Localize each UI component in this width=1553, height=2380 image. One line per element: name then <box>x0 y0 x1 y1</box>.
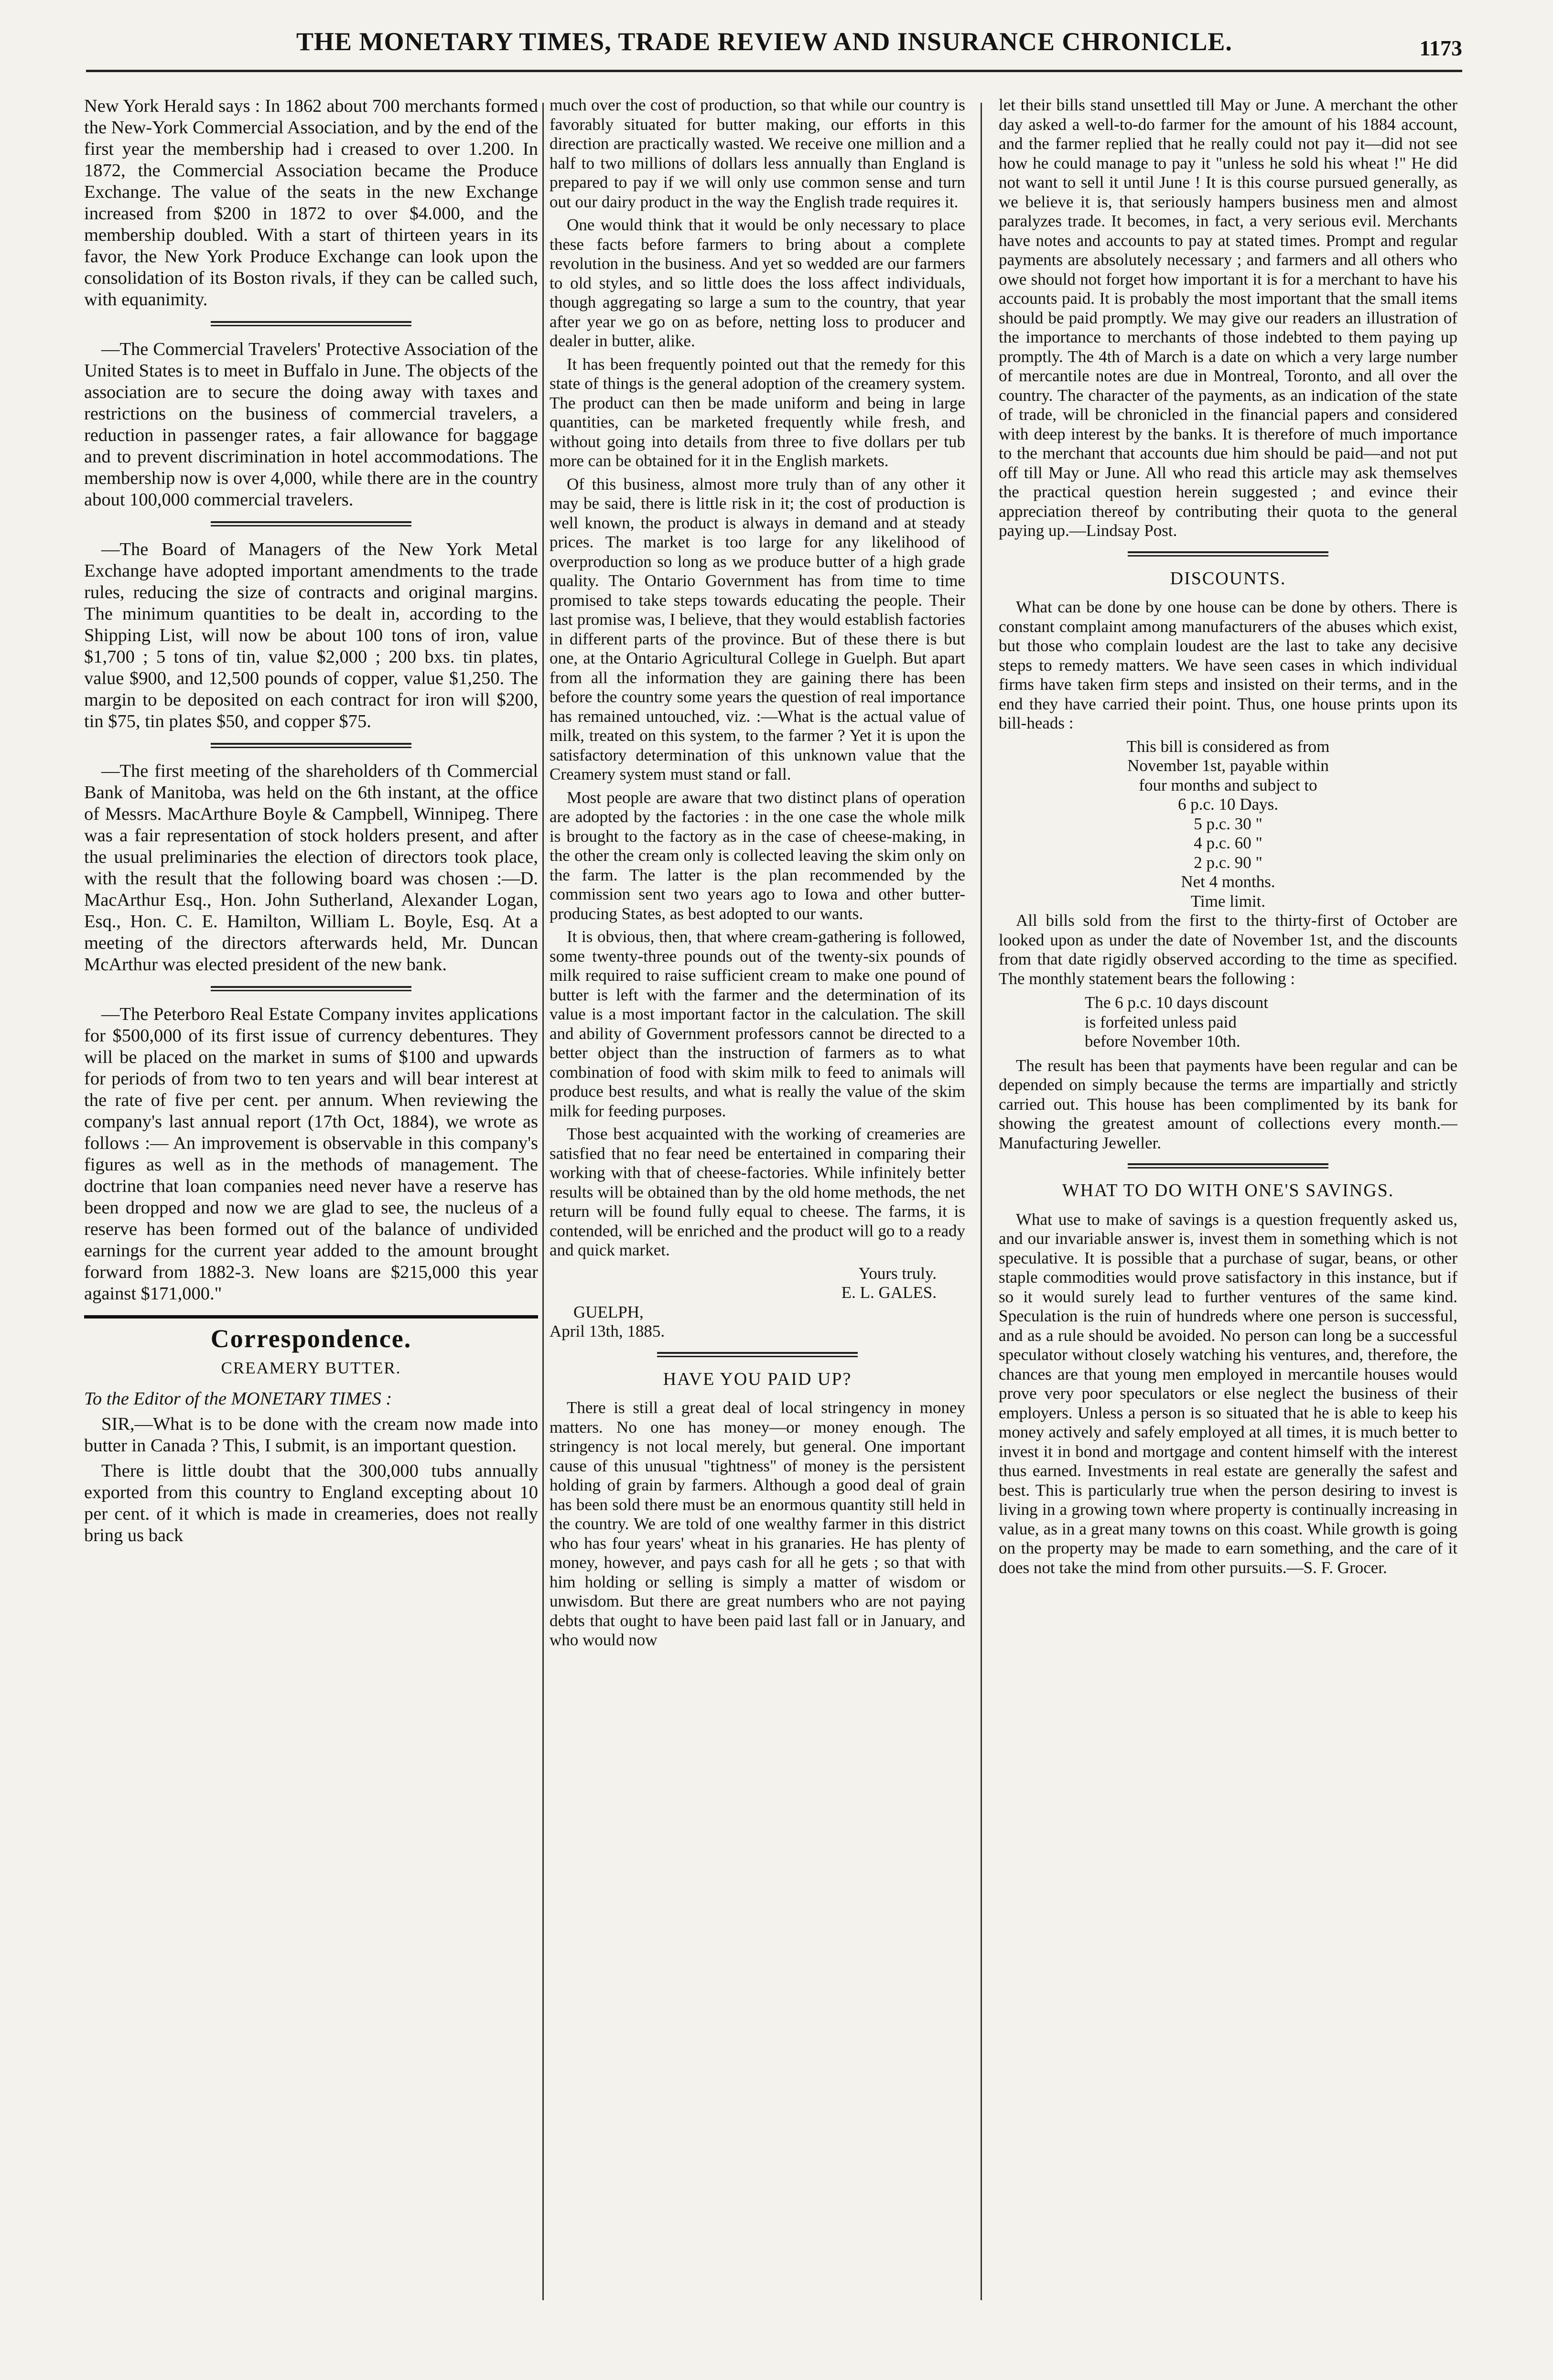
letter-paragraph: SIR,—What is to be done with the cream now made into butter in Canada ? This, I submit, is an important question. <box>84 1414 538 1456</box>
paid-up-heading: HAVE YOU PAID UP? <box>663 1369 852 1389</box>
letter-paragraph: There is little doubt that the 300,000 tubs annually exported from this country to England excepting about 10 per cent. of it which is made in creameries, does not really bring us back <box>84 1461 538 1545</box>
article-metal-exchange: —The Board of Managers of the New York Metal Exchange have adopted important amendments to the trade rules, reducing the size of contracts and original margins. The minimum quantities to be dealt in, according to the Shipping List, will now be about 100 tons of iron, value $1,700 ; 5 tons of tin, value $2,000 ; 200 bxs. tin plates, value $900, and 12,500 pounds of copper, value $1,250. The margin to be deposited on each contract for iron will $200, tin $75, tin plates $50, and copper $75. <box>84 539 538 731</box>
letter-date: April 13th, 1885. <box>550 1322 665 1340</box>
bill-line: November 1st, payable within <box>1127 756 1329 775</box>
letter-paragraph: It has been frequently pointed out that the remedy for this state of things is the general adoption of the creamery system. The product can then be made uniform and being in large quantities, can be marketed frequently while fresh, and without going into details from three to five dollars per tub more can be obtained for it in the English markets. <box>550 354 965 470</box>
article-paragraph: The result has been that payments have been regular and can be depended on simply because the terms are impartially and strictly carried out. This house has been complimented by its bank for showing the greatest amount of collections every month.—Manufacturing Jeweller. <box>999 1056 1457 1152</box>
letter-place: GUELPH, <box>573 1302 644 1321</box>
creamery-butter-heading: CREAMERY BUTTER. <box>221 1359 401 1377</box>
letter-paragraph: One would think that it would be only necessary to place these facts before farmers to bring about a complete revolution in the business. And yet so wedded are our farmers to old styles, and so little does the loss affect individuals, though aggregating so large a sum to the country, that year after year we go on as before, netting loss to producer and dealer in butter, alike. <box>550 215 965 350</box>
bill-line: Time limit. <box>1190 891 1266 911</box>
bill-line: 5 p.c. 30 " <box>1194 814 1262 833</box>
bill-head-terms <box>999 737 1457 911</box>
discounts-heading: DISCOUNTS. <box>1170 568 1286 589</box>
article-paragraph: There is still a great deal of local stringency in money matters. No one has money—or money enough. The stringency is not local merely, but general. One important cause of this unusual "tightness" of money is the persistent holding of grain by farmers. Although a good deal of grain has been sold there must be an enormous quantity still held in the country. We are told of one wealthy farmer in this district who has four years' wheat in his granaries. He has plenty of money, however, and pays cash for all he gets ; so that with him holding or selling is simply a matter of wisdom or unwisdom. But there are great numbers who are not paying debts that ought to have been paid last fall or in January, and who would now <box>550 1398 965 1649</box>
bill-line: Net 4 months. <box>1181 872 1275 891</box>
page-number: 1173 <box>1419 36 1462 60</box>
savings-heading: WHAT TO DO WITH ONE'S SAVINGS. <box>1062 1180 1394 1201</box>
notice-line: before November 10th. <box>1085 1032 1240 1051</box>
bill-line: 4 p.c. 60 " <box>1194 834 1262 852</box>
article-paragraph: What use to make of savings is a question frequently asked us, and our invariable answer is, invest them in something which is not speculative. It is possible that a purchase of sugar, beans, or other staple commodities would prove satisfactory in this instance, but if so it would surely lead to further ventures of the same kind. Speculation is the ruin of hundreds where one person is successful, and as a rule should be avoided. No person can long be a successful speculator without closely watching his ventures, and, therefore, the chances are that young men employed in mercantile houses would prove very poor speculators or else neglect the business of their employers. Unless a person is so situated that he is able to keep his money actively and safely employed at all times, it is much better to invest it in bond and mortgage and content himself with the interest thus earned. Investments in real estate are generally the safest and best. This is particularly true when the person desiring to invest is living in a growing town where property is continually increasing in value, as in a great many towns on this coast. While growth is going on the property may be made to earn something, and the care of it does not take the mind from other pursuits.—S. F. Grocer. <box>999 1210 1457 1577</box>
bill-line: This bill is considered as from <box>1126 737 1330 756</box>
column-rule <box>542 103 544 2300</box>
article-herald: New York Herald says : In 1862 about 700 merchants formed the New-York Commercial Association, and by the end of the first year the membership had i creased to over 1.200. In 1872, the Commercial Association became the Produce Exchange. The value of the seats in the new Exchange increased from $200 in 1872 to over $4.000, and the membership doubled. With a start of thirteen years in its favor, the New York Produce Exchange can look upon the consolidation of its Boston rivals, if they can be called such, with equanimity. <box>84 96 538 310</box>
section-separator <box>211 743 411 748</box>
article-paragraph: let their bills stand unsettled till May or June. A merchant the other day asked a well-to-do farmer for the amount of his 1884 account, and the farmer replied that he really could not pay it—did not see how he could manage to pay it "unless he sold his wheat !" He did not want to sell it until June ! It is this course pursued generally, as we believe it is, that seriously hampers business men and almost paralyzes trade. It becomes, in fact, a very serious evil. Merchants have notes and accounts to pay at stated times. Prompt and regular payments are absolutely necessary ; and farmers and all others who owe should not forget how important it is for a merchant to have his accounts paid. It is probably the most important that the small items should be paid promptly. We may give our readers an illustration of the importance to merchants of those indebted to them paying up promptly. The 4th of March is a date on which a very large number of mercantile notes are due in Montreal, Toronto, and all over the country. The character of the payments, as an indication of the state of trade, will be chronicled in the financial papers and considered with deep interest by the banks. It is therefore of much importance to the merchant that accounts due him should be paid—and not put off till May or June. All who read this article may ask themselves the practical question herein suggested ; and evince their appreciation thereof by contributing their quota to the general paying up.—Lindsay Post. <box>999 96 1457 540</box>
masthead: THE MONETARY TIMES, TRADE REVIEW AND INSURANCE CHRONICLE. <box>296 27 1232 56</box>
letter-signature: E. L. GALES. <box>841 1283 937 1302</box>
section-separator <box>657 1352 858 1357</box>
monthly-statement-notice <box>999 993 1457 1051</box>
article-paragraph: All bills sold from the first to the thirty-first of October are looked upon as under the date of November 1st, and the discounts from that date rigidly observed according to the time as specified. The monthly statement bears the following : <box>999 911 1457 988</box>
bill-line: 2 p.c. 90 " <box>1194 853 1262 872</box>
article-paragraph: What can be done by one house can be done by others. There is constant complaint among manufacturers of the abuses which exist, but those who complain loudest are the last to take any decisive steps to remedy matters. We have seen cases in which individual firms have taken firm steps and insisted on their terms, and in the end they have carried their point. Thus, one house prints upon its bill-heads : <box>999 598 1457 732</box>
column-1 <box>84 96 538 2350</box>
letter-paragraph: Those best acquainted with the working of creameries are satisfied that no fear need be entertained in comparing their working with that of cheese-factories. While infinitely better results will be obtained than by the old home methods, the net return will be found fully equal to cheese. The farms, it is contended, will be enriched and the product will go to a ready and quick market. <box>550 1125 965 1259</box>
letter-paragraph: much over the cost of production, so that while our country is favorably situated for butter making, our efforts in this direction are practically wasted. We receive one million and a half to two millions of dollars less annually than England is prepared to pay if we will only use common sense and turn out our dairy product in the way the English trade requires it. <box>550 96 965 211</box>
letter-salutation: To the Editor of the MONETARY TIMES : <box>84 1389 392 1409</box>
page-header <box>86 22 1462 72</box>
heavy-rule <box>84 1315 538 1319</box>
bill-line: 6 p.c. 10 Days. <box>1178 795 1278 814</box>
column-2 <box>550 96 965 2350</box>
section-separator <box>211 986 411 991</box>
section-separator <box>1128 1163 1328 1169</box>
section-separator <box>211 521 411 526</box>
section-separator <box>211 321 411 326</box>
letter-paragraph: Of this business, almost more truly than of any other it may be said, there is little risk in it; the cost of production is well known, the product is always in demand and at steady prices. The market is too large for any likelihood of overproduction so long as we produce butter of a high grade quality. The Ontario Government has from time to time promised to take steps towards educating the people. Their last promise was, I believe, that they would establish factories in different parts of the province. But of these there is but one, at the Ontario Agricultural College in Guelph. But apart from all the information they are gaining there has been before the country some years the question of real importance has remained untouched, viz. :—What is the actual value of milk, treated on this system, to the farmer ? Yet it is upon the satisfactory determination of this unknown value that the Creamery system must stand or fall. <box>550 474 965 783</box>
article-bank-of-manitoba: —The first meeting of the shareholders of th Commercial Bank of Manitoba, was held on the 6th instant, at the office of Messrs. MacArthure Boyle & Campbell, Winnipeg. There was a fair representation of stock holders present, and after the usual preliminaries the election of directors took place, with the result that the following board was chosen :—D. MacArthur Esq., Hon. John Sutherland, Alexander Logan, Esq., Hon. C. E. Hamilton, William L. Boyle, Esq. At a meeting of the directors afterwards held, Mr. Duncan McArthur was elected president of the new bank. <box>84 761 538 975</box>
correspondence-heading: Correspondence. <box>210 1324 412 1353</box>
column-3 <box>999 96 1457 2350</box>
notice-line: The 6 p.c. 10 days discount <box>1085 993 1268 1012</box>
article-commercial-travelers: —The Commercial Travelers' Protective Association of the United States is to meet in Buffalo in June. The objects of the association are to secure the doing away with taxes and restrictions on the business of commercial travelers, a reduction in passenger rates, a fair allowance for baggage and to prevent discrimination in hotel accommodations. The membership now is over 4,000, while there are in the country about 100,000 commercial travelers. <box>84 339 538 510</box>
letter-closing: Yours truly. <box>858 1264 937 1283</box>
column-rule <box>981 103 982 2300</box>
letter-paragraph: It is obvious, then, that where cream-gathering is followed, some twenty-three pounds out of the twenty-six pounds of milk required to raise sufficient cream to make one pound of butter is left with the farmer and the determination of its value is a most important factor in the calculation. The skill and ability of Government professors cannot be directed to a better object than the instruction of farmers as to what combination of food with skim milk to feed to animals will produce best results, and what is really the value of the skim milk for feeding purposes. <box>550 927 965 1120</box>
notice-line: is forfeited unless paid <box>1085 1012 1237 1031</box>
section-separator <box>1128 551 1328 557</box>
letter-paragraph: Most people are aware that two distinct plans of operation are adopted by the factories : in the one case the whole milk is brought to the factory as in the case of cheese-making, in the other the cream only is collected leaving the skim only on the farm. The latter is the plan recommended by the commission sent two years ago to Iowa and other butter-producing States, as best adopted to our wants. <box>550 788 965 923</box>
bill-line: four months and subject to <box>1139 775 1317 794</box>
article-peterboro: —The Peterboro Real Estate Company invites applications for $500,000 of its first issue of currency debentures. They will be placed on the market in sums of $100 and upwards for periods of from two to ten years and will bear interest at the rate of five per cent. per annum. When reviewing the company's last annual report (17th Oct, 1884), we wrote as follows :— An improvement is observable in this company's figures as well as in the methods of management. The doctrine that loan companies need never have a reserve has been dropped and now we are glad to see, the nucleus of a reserve has been formed out of the balance of undivided earnings for the current year added to the amount brought forward from 1882-3. New loans are $215,000 this year against $171,000." <box>84 1004 538 1304</box>
